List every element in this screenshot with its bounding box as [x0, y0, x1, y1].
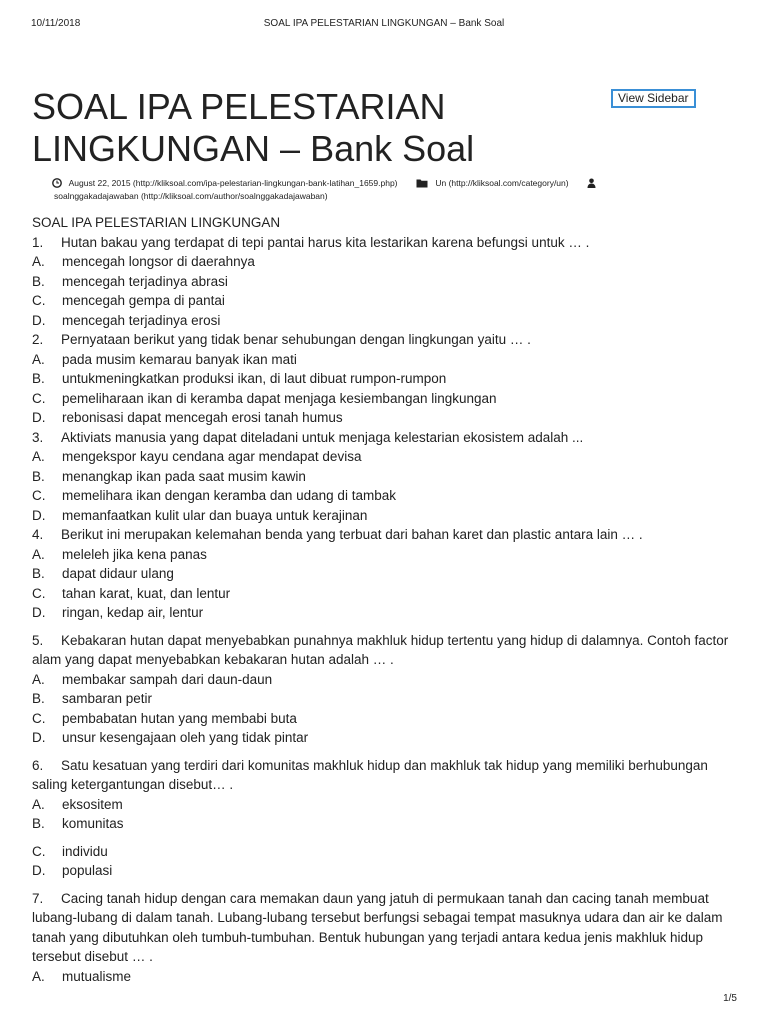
option: A. mutualisme: [32, 968, 132, 984]
options-3: [32, 447, 742, 525]
page-number: 1/5: [723, 993, 737, 1004]
view-sidebar-button[interactable]: View Sidebar: [611, 89, 696, 108]
question-7: 7. Cacing tanah hidup dengan cara memakan daun yang jatuh di permukaan tanah dan cacing tanah membuat lubang-lubang di dalam tanah. Lubang-lubang tersebut berfungsi sebagai tempat masuknya udara dan air ke dalam tanah yang dibutuhkan oleh tumbuh-tumbuhan. Bentuk hubungan yang terjadi antara kedua jenis makhluk hidup tersebut disebut … .: [32, 890, 723, 964]
option: D. populasi: [32, 863, 113, 878]
options-7: [32, 967, 742, 987]
option: C. tahan karat, kuat, dan lentur: [32, 585, 231, 601]
option: C. individu: [32, 843, 108, 859]
option: B. untukmeningkatkan produksi ikan, di laut dibuat rumpon-rumpon: [32, 371, 447, 386]
category-link[interactable]: Un (http://kliksoal.com/category/un): [435, 178, 569, 188]
option: D. unsur kesengajaan oleh yang tidak pintar: [32, 730, 309, 745]
option: D. rebonisasi dapat mencegah erosi tanah humus: [32, 410, 343, 425]
post-meta: [52, 177, 742, 203]
print-date: 10/11/2018: [31, 18, 81, 29]
option: C. memelihara ikan dengan keramba dan udang di tambak: [32, 488, 396, 503]
options-2: [32, 350, 742, 428]
article-content: [32, 213, 742, 986]
print-doc-title: SOAL IPA PELESTARIAN LINGKUNGAN – Bank Soal: [263, 18, 505, 29]
option: B. sambaran petir: [32, 691, 153, 706]
option: B. mencegah terjadinya abrasi: [32, 273, 228, 289]
option: A. membakar sampah dari daun-daun: [32, 671, 273, 687]
post-date-link[interactable]: August 22, 2015 (http://kliksoal.com/ipa-pelestarian-lingkungan-bank-latihan_1659.php): [68, 178, 398, 188]
option: D. mencegah terjadinya erosi: [32, 312, 221, 328]
option: A. pada musim kemarau banyak ikan mati: [32, 351, 297, 367]
options-5: [32, 670, 742, 748]
option: D. memanfaatkan kulit ular dan buaya untuk kerajinan: [32, 507, 368, 523]
option: A. eksositem: [32, 796, 123, 812]
question-1: 1. Hutan bakau yang terdapat di tepi pantai harus kita lestarikan karena befungsi untuk … .: [32, 234, 590, 250]
page-title: SOAL IPA PELESTARIAN LINGKUNGAN – Bank Soal: [32, 86, 475, 169]
question-4: 4. Berikut ini merupakan kelemahan benda yang terbuat dari bahan karet dan plastic antara lain … .: [32, 527, 643, 542]
options-4: [32, 545, 742, 623]
print-header: [31, 18, 737, 32]
clock-icon: [52, 178, 64, 188]
option: A. meleleh jika kena panas: [32, 546, 207, 562]
article-heading: SOAL IPA PELESTARIAN LINGKUNGAN: [32, 215, 281, 230]
question-2: 2. Pernyataan berikut yang tidak benar sehubungan dengan lingkungan yaitu … .: [32, 332, 531, 347]
question-5: 5. Kebakaran hutan dapat menyebabkan punahnya makhluk hidup tertentu yang hidup di dalamnya. Contoh factor alam yang dapat menyebabkan kebakaran hutan adalah … .: [32, 632, 729, 667]
option: A. mengekspor kayu cendana agar mendapat devisa: [32, 449, 362, 464]
option: B. dapat didaur ulang: [32, 566, 174, 581]
options-6: [32, 795, 742, 881]
option: C. pembabatan hutan yang membabi buta: [32, 710, 297, 726]
option: C. mencegah gempa di pantai: [32, 293, 225, 308]
author-link[interactable]: soalnggakadajawaban (http://kliksoal.com/author/soalnggakadajawaban): [54, 191, 328, 201]
option: D. ringan, kedap air, lentur: [32, 605, 204, 620]
folder-icon: [416, 178, 430, 188]
options-1: [32, 252, 742, 330]
user-icon: [587, 178, 596, 188]
option: B. menangkap ikan pada saat musim kawin: [32, 468, 306, 484]
option: A. mencegah longsor di daerahnya: [32, 254, 255, 269]
question-6: 6. Satu kesatuan yang terdiri dari komunitas makhluk hidup dan makhluk tak hidup yang memiliki berhubungan saling ketergantungan disebut… .: [32, 757, 708, 792]
question-3: 3. Aktiviats manusia yang dapat diteladani untuk menjaga kelestarian ekosistem adalah ...: [32, 429, 584, 445]
option: C. pemeliharaan ikan di keramba dapat menjaga kesiembangan lingkungan: [32, 390, 497, 406]
option: B. komunitas: [32, 816, 124, 831]
